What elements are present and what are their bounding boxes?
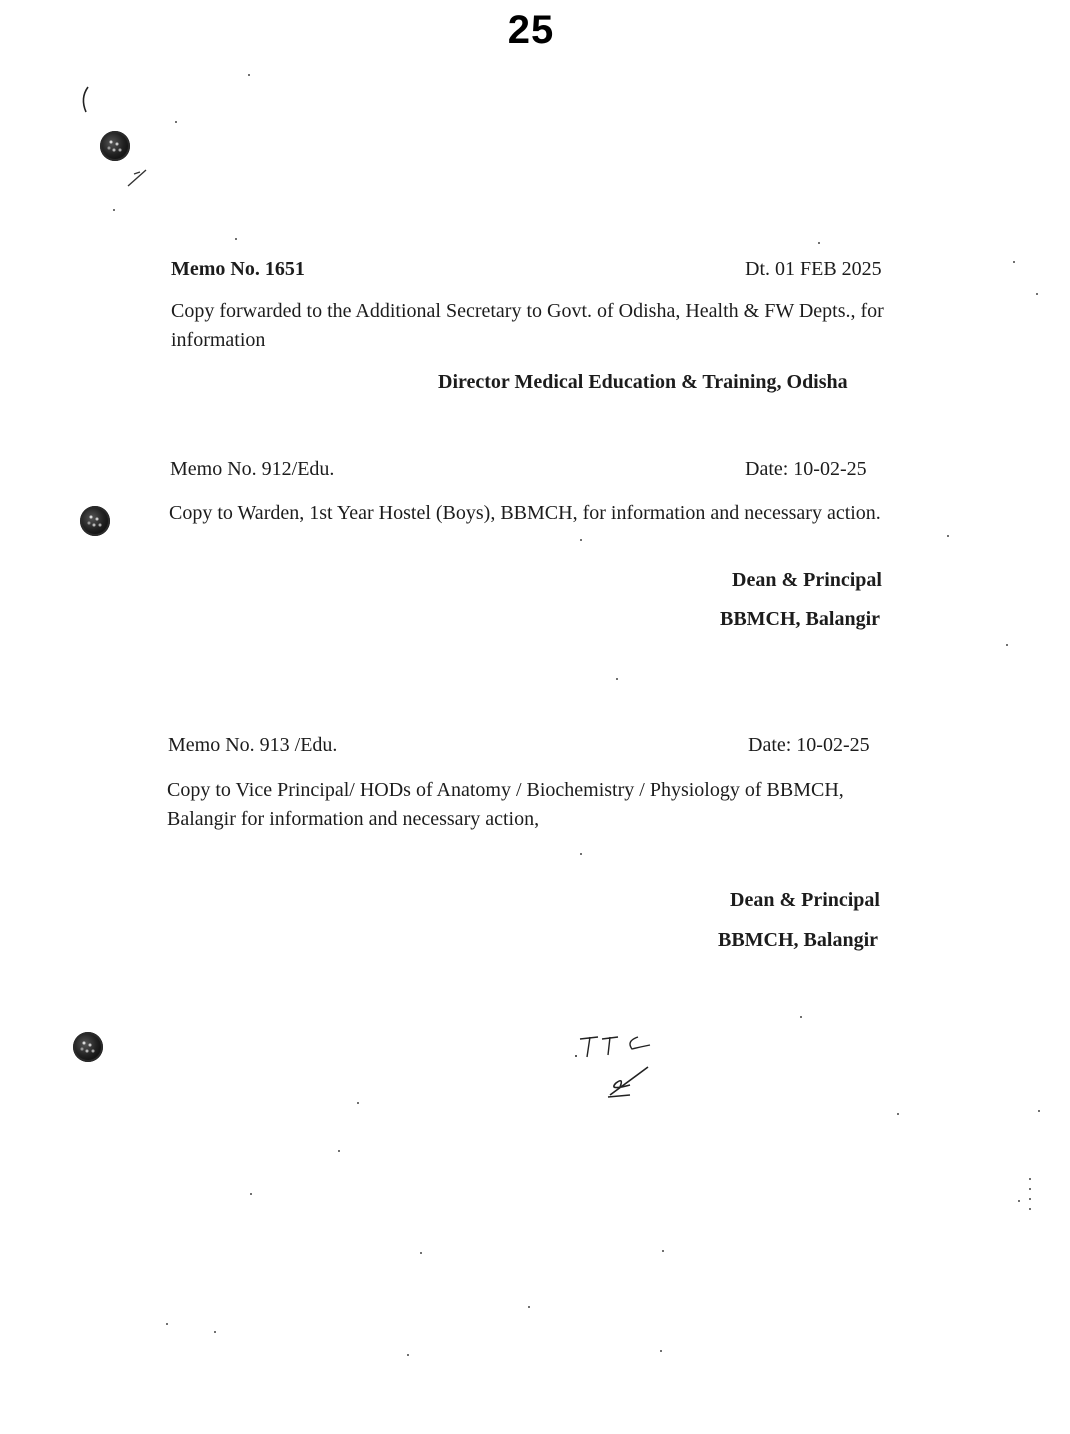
punch-hole-bottom xyxy=(73,1032,103,1062)
scan-speck xyxy=(616,678,618,680)
memo-3-signature-title: Dean & Principal xyxy=(730,889,880,911)
scan-speck xyxy=(214,1331,216,1333)
memo-2-body: Copy to Warden, 1st Year Hostel (Boys), BBMCH, for information and necessary action. xyxy=(169,502,881,524)
memo-3-number: Memo No. 913 /Edu. xyxy=(168,734,338,756)
scan-speck xyxy=(1036,293,1038,295)
scan-speck xyxy=(1018,1200,1020,1202)
scan-speck xyxy=(528,1306,530,1308)
scan-speck xyxy=(1029,1188,1031,1190)
scan-speck xyxy=(175,121,177,123)
handwritten-ttc-initials xyxy=(568,1025,668,1105)
scan-speck xyxy=(580,853,582,855)
scan-speck xyxy=(800,1016,802,1018)
scan-speck xyxy=(1013,261,1015,263)
scan-speck xyxy=(947,535,949,537)
memo-1-date: Dt. 01 FEB 2025 xyxy=(745,258,882,280)
scan-speck xyxy=(1006,644,1008,646)
scan-mark-bracket xyxy=(76,84,96,124)
memo-2-number: Memo No. 912/Edu. xyxy=(170,458,335,480)
scan-speck xyxy=(357,1102,359,1104)
scan-speck xyxy=(166,1323,168,1325)
scan-speck xyxy=(338,1150,340,1152)
scan-speck xyxy=(113,209,115,211)
scan-speck xyxy=(250,1193,252,1195)
punch-hole-top xyxy=(100,131,130,161)
scan-speck xyxy=(1029,1198,1031,1200)
memo-2-signature-title: Dean & Principal xyxy=(732,569,882,591)
scan-speck xyxy=(235,238,237,240)
punch-hole-middle xyxy=(80,506,110,536)
memo-1-signature: Director Medical Education & Training, Odisha xyxy=(438,371,848,393)
memo-3-body: Copy to Vice Principal/ HODs of Anatomy / Biochemistry / Physiology of BBMCH, Balangir for information and necessary action, xyxy=(167,779,844,830)
scan-speck xyxy=(420,1252,422,1254)
scan-speck xyxy=(818,242,820,244)
scan-speck xyxy=(1029,1208,1031,1210)
memo-1-number: Memo No. 1651 xyxy=(171,258,305,280)
scan-speck xyxy=(1038,1110,1040,1112)
memo-1-body: Copy forwarded to the Additional Secretary to Govt. of Odisha, Health & FW Depts., for information xyxy=(171,300,884,351)
memo-2-signature-institution: BBMCH, Balangir xyxy=(720,608,881,630)
memo-3-date: Date: 10-02-25 xyxy=(748,734,870,756)
scan-speck xyxy=(248,74,250,76)
scan-speck xyxy=(897,1113,899,1115)
memo-2-date: Date: 10-02-25 xyxy=(745,458,867,480)
scan-speck xyxy=(1029,1178,1031,1180)
scan-speck xyxy=(580,539,582,541)
scan-speck xyxy=(660,1350,662,1352)
scan-speck xyxy=(407,1354,409,1356)
scan-mark-stroke xyxy=(124,160,164,190)
page-number: 25 xyxy=(507,8,555,52)
memo-3-signature-institution: BBMCH, Balangir xyxy=(718,929,879,951)
scan-speck xyxy=(662,1250,664,1252)
